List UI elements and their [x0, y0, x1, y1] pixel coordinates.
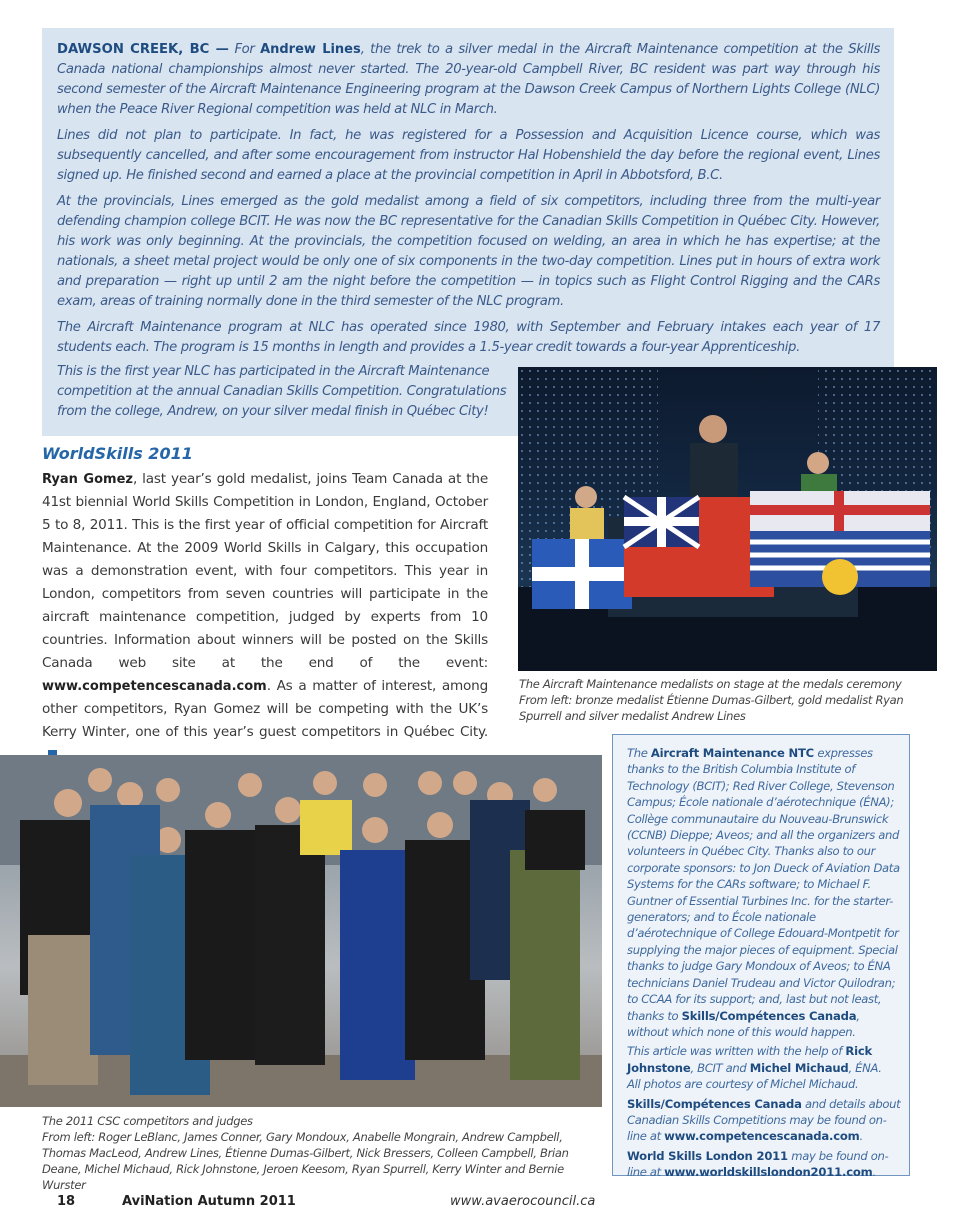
person-name: Ryan Gomez — [42, 472, 133, 487]
story-paragraph-1 — [57, 40, 880, 120]
caption-names: From left: Roger LeBlanc, James Conner, Gary Mondoux, Anabelle Mongrain, Andrew Campbell, Thomas MacLeod, Andrew Lines, Étienne Dumas-Gilbert, Nick Bressers, Colleen Campbell, Brian Deane, Michel Michaud, Rick Johnstone, Jeroen Keesom, Ryan Spurrell, Kerry Winter and Bernie Wurster — [42, 1130, 569, 1192]
story-text-run: For — [228, 42, 261, 57]
medal-photo-caption — [519, 676, 929, 724]
magazine-title: AviNation Autumn 2011 — [122, 1194, 296, 1209]
organization-name: World Skills London 2011 — [627, 1148, 788, 1163]
text-run: , without which none of this would happen. — [627, 1008, 860, 1039]
text-run: The — [627, 746, 651, 760]
website-link[interactable]: www.competencescanada.com — [664, 1129, 860, 1144]
text-run: . — [859, 1129, 863, 1144]
section-heading: WorldSkills 2011 — [42, 444, 193, 463]
worldskills-paragraph — [627, 1148, 902, 1181]
footer-website-link[interactable]: www.avaerocouncil.ca — [450, 1194, 596, 1209]
body-text-run: . As a matter of interest, among other competitors, Ryan Gomez will be competing with the UK’s Kerry Winter, one of this year’s guest competitors in Québec City. — [42, 678, 488, 740]
story-paragraph-2: Lines did not plan to participate. In fact, he was registered for a Possession and Acquisition Licence course, which was subsequently cancelled, and after some encouragement from instructor Hal Hobenshield the day before the regional event, Lines signed up. He finished second and earned a place at the provincial competition in April in Abbotsford, B.C. — [57, 128, 880, 183]
text-run: This article was written with the help of — [627, 1044, 846, 1059]
dateline: DAWSON CREEK, BC — — [57, 42, 229, 57]
caption-names: From left: bronze medalist Étienne Dumas-Gilbert, gold medalist Ryan Spurrell and silver medalist Andrew Lines — [519, 693, 904, 723]
person-name: Andrew Lines — [260, 42, 361, 57]
acknowledgements-text — [627, 745, 902, 1184]
text-run: . — [872, 1165, 876, 1180]
text-run: , ÉNA. — [848, 1060, 882, 1075]
group-photo — [0, 755, 602, 1107]
worldskills-body — [42, 468, 488, 767]
text-run: and details about Canadian Skills Competitions may be found on-line at — [627, 1096, 901, 1144]
organization-name: Skills/Compétences Canada — [681, 1008, 857, 1023]
story-paragraph-3: At the provincials, Lines emerged as the gold medalist among a field of six competitors, including three from the multi-year defending champion college BCIT. He was now the BC representative for the Canadian Skills Competition in Québec City. However, his work was only beginning. At the provincials, the competition focused on welding, an area in which he has expertise; at the nationals, a sheet metal project would be only one of six components in the two-day competition. Lines put in hours of extra work and preparation — right up until 2 am the night before the competition — in topics such as Flight Control Rigging and the CARs exam, areas of training normally done in the third semester of the NLC program. — [57, 194, 880, 309]
medal-ceremony-photo — [518, 367, 937, 671]
body-text-run: , last year’s gold medalist, joins Team Canada at the 41st biennial World Skills Competition in London, England, October 5 to 8, 2011. This is the first year of official competition for Aircraft Maintenance. At the 2009 World Skills in Calgary, this occupation was a demonstration event, with four competitors. This year in London, competitors from seven countries will participate in the aircraft maintenance competition, judged by experts from 10 countries. Information about winners will be posted on the Skills Canada web site at the end of the event: — [42, 471, 488, 671]
skills-canada-paragraph — [627, 1096, 902, 1145]
organization-name: Skills/Compétences Canada — [627, 1096, 802, 1111]
authors-paragraph — [627, 1043, 902, 1092]
caption-title: The Aircraft Maintenance medalists on stage at the medals ceremony — [519, 677, 902, 691]
group-photo-caption — [42, 1113, 592, 1193]
organization-name: Aircraft Maintenance NTC — [650, 746, 814, 760]
story-text — [57, 40, 880, 364]
text-run: expresses thanks to the British Columbia Institute of Technology (BCIT); Red River College, Stevenson Campus; École nationale d’aérotechnique (ÉNA); Collège communautaire du Nouveau-Brunswick (CCNB) Dieppe; Aveos; and all the organizers and volunteers in Québec City. Thanks also to our corporate sponsors: to Jon Dueck of Aviation Data Systems for the CARs software; to Michael F. Guntner of Essential Turbines Inc. for the starter-generators; and to École nationale d’aérotechnique of College Edouard-Montpetit for supplying the major pieces of equipment. Special thanks to judge Gary Mondoux of Aveos; to ÉNA technicians Daniel Trudeau and Victor Quilodran; to CCAA for its support; and, last but not least, thanks to — [627, 746, 900, 1023]
caption-title: The 2011 CSC competitors and judges — [42, 1114, 253, 1128]
text-run: , BCIT and — [690, 1060, 750, 1075]
story-paragraph-5: This is the first year NLC has participated in the Aircraft Maintenance competition at the annual Canadian Skills Competition. Congratulations from the college, Andrew, on your silver medal finish in Québec City! — [57, 364, 507, 419]
story-paragraph-4: The Aircraft Maintenance program at NLC has operated since 1980, with September and February intakes each year of 17 students each. The program is 15 months in length and provides a 1.5-year credit towards a four-year Apprenticeship. — [57, 320, 880, 355]
person-name: Michel Michaud — [749, 1060, 849, 1075]
text-run: may be found on-line at — [627, 1148, 889, 1180]
story-text-run: , the trek to a silver medal in the Aircraft Maintenance competition at the Skills Canada national championships almost never started. The 20-year-old Campbell River, BC resident was part way through his second semester of the Aircraft Maintenance Engineering program at the Dawson Creek Campus of Northern Lights College (NLC) when the Peace River Regional competition was held at NLC in March. — [57, 42, 881, 117]
person-name: Rick Johnstone — [627, 1044, 873, 1075]
thanks-paragraph — [627, 745, 902, 1040]
page-number: 18 — [57, 1194, 76, 1209]
website-link[interactable]: www.worldskillslondon2011.com — [664, 1165, 873, 1180]
photo-credit: All photos are courtesy of Michel Michaud. — [627, 1077, 859, 1092]
website-link[interactable]: www.competencescanada.com — [42, 679, 267, 694]
